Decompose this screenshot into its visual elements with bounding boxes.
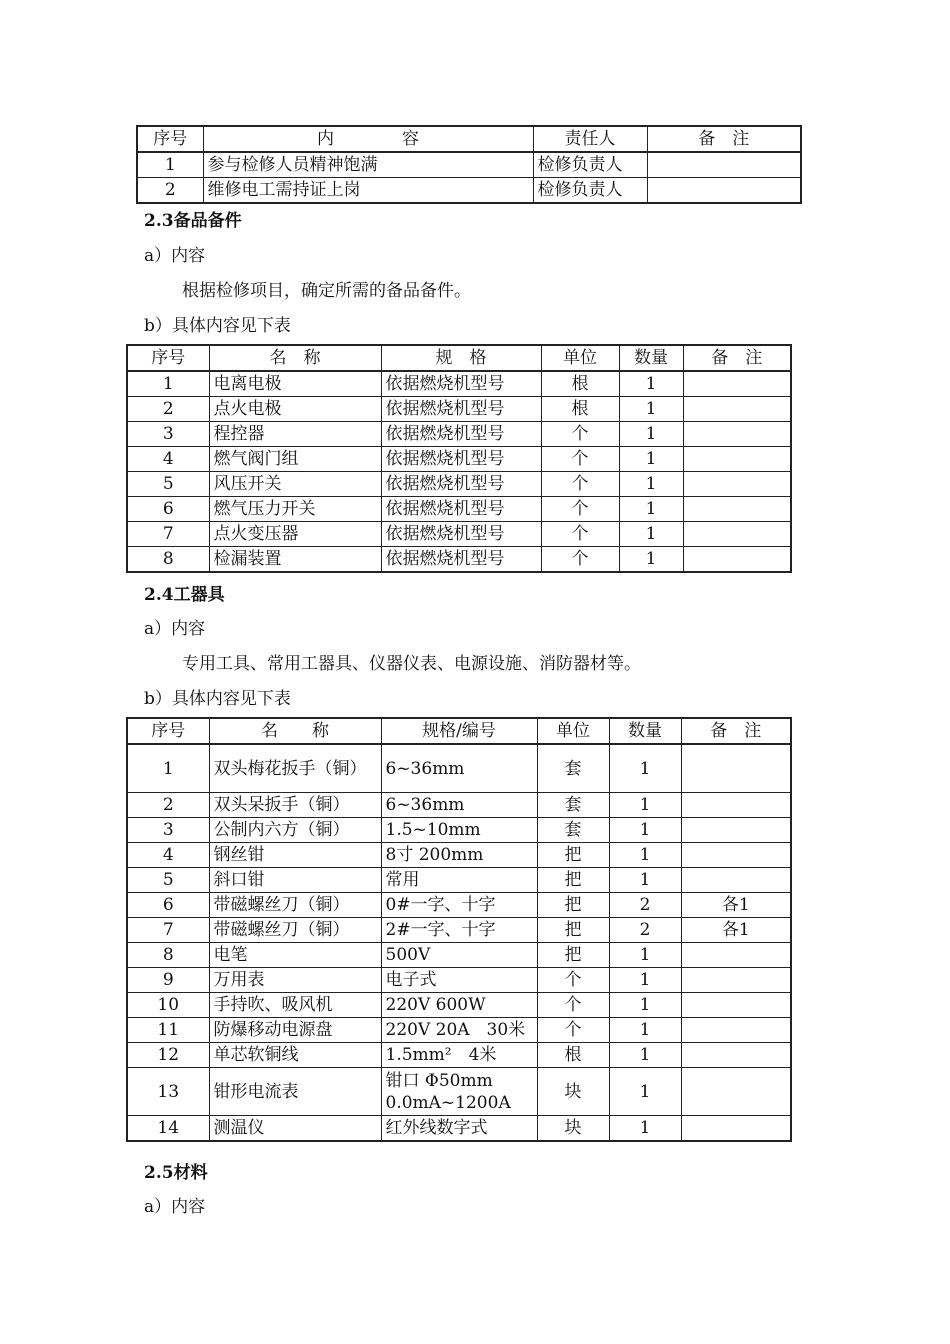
table-cell: 1 [619,522,683,547]
table-cell [647,152,801,178]
table-cell: 手持吹、吸风机 [209,993,381,1018]
table-cell: 12 [127,1043,209,1068]
table-cell: 点火变压器 [209,522,381,547]
table-cell: 防爆移动电源盘 [209,1018,381,1043]
table-cell: 把 [537,943,609,968]
table-cell: 1 [619,422,683,447]
table-row [127,968,791,993]
table-cell: 个 [541,422,619,447]
table-cell: 个 [537,993,609,1018]
table-cell [683,397,791,422]
header-cell: 责任人 [533,126,647,152]
section-heading: 2.3备品备件 [144,211,242,231]
table-cell [683,472,791,497]
table-cell: 4 [127,843,209,868]
header-cell: 规 格 [381,345,541,371]
table-cell: 1 [609,793,681,818]
table-cell: 参与检修人员精神饱满 [203,152,533,178]
section-subheading: b）具体内容见下表 [144,689,291,709]
table-cell: 2 [137,178,203,204]
table-cell: 套 [537,818,609,843]
table-cell: 14 [127,1116,209,1142]
table-row [127,497,791,522]
table-cell: 双头梅花扳手（铜） [209,744,381,793]
table-cell: 个 [541,547,619,573]
paragraph: 根据检修项目，确定所需的备品备件。 [182,281,471,301]
table-row [127,1116,791,1142]
table-cell: 检漏装置 [209,547,381,573]
table-cell: 根 [541,397,619,422]
table-cell [681,1018,791,1043]
table-row [127,472,791,497]
table-row [127,843,791,868]
header-cell: 规格/编号 [381,718,537,744]
table-row [127,447,791,472]
table-cell: 2#一字、十字 [381,918,537,943]
table-cell: 单芯软铜线 [209,1043,381,1068]
table-cell: 依据燃烧机型号 [381,522,541,547]
table-cell: 11 [127,1018,209,1043]
table-row [127,1068,791,1116]
header-cell: 名 称 [209,718,381,744]
table-cell: 3 [127,422,209,447]
table-cell: 1 [619,547,683,573]
table-cell: 7 [127,522,209,547]
table-cell: 5 [127,868,209,893]
table-cell: 500V [381,943,537,968]
header-cell: 序号 [137,126,203,152]
table-cell: 2 [127,793,209,818]
table-row [127,547,791,573]
header-cell: 序号 [127,718,209,744]
table-cell [681,818,791,843]
table-cell: 个 [537,1018,609,1043]
table-cell: 红外线数字式 [381,1116,537,1142]
table-cell: 个 [537,968,609,993]
table-row [127,422,791,447]
table-cell: 1 [137,152,203,178]
table-cell: 依据燃烧机型号 [381,497,541,522]
table-cell: 万用表 [209,968,381,993]
table-cell [681,943,791,968]
table-cell: 6~36mm [381,793,537,818]
table-cell: 电子式 [381,968,537,993]
table-cell: 把 [537,843,609,868]
section-subheading: b）具体内容见下表 [144,316,291,336]
table-row [127,893,791,918]
table-cell [681,868,791,893]
table-cell: 9 [127,968,209,993]
table-cell: 钳形电流表 [209,1068,381,1116]
header-cell: 数量 [619,345,683,371]
table-cell [683,547,791,573]
table-cell: 0#一字、十字 [381,893,537,918]
table-cell: 1 [609,993,681,1018]
table-cell: 7 [127,918,209,943]
table-cell: 个 [541,497,619,522]
table-row [127,744,791,793]
table-cell: 把 [537,868,609,893]
table-cell: 根 [537,1043,609,1068]
table-row [127,1043,791,1068]
table-cell: 风压开关 [209,472,381,497]
table-cell [681,968,791,993]
table-cell: 斜口钳 [209,868,381,893]
table-cell: 各1 [681,893,791,918]
table-cell: 1 [609,1018,681,1043]
table-cell: 燃气压力开关 [209,497,381,522]
table-cell [683,522,791,547]
table-cell: 电离电极 [209,371,381,397]
header-cell: 单位 [537,718,609,744]
table-header-row [127,345,791,371]
table-cell: 1 [609,1116,681,1142]
table-cell: 常用 [381,868,537,893]
table-cell: 块 [537,1068,609,1116]
table-cell: 1 [609,968,681,993]
table-cell: 1 [609,818,681,843]
table-cell: 测温仪 [209,1116,381,1142]
table-cell: 1 [619,371,683,397]
table-row [127,943,791,968]
table-cell: 1 [619,472,683,497]
table-row [127,371,791,397]
header-cell: 内 容 [203,126,533,152]
table-cell: 13 [127,1068,209,1116]
section-subheading: a）内容 [144,1197,206,1217]
header-cell: 数量 [609,718,681,744]
table-cell [683,371,791,397]
responsibility-table [136,125,802,204]
table-cell [681,1043,791,1068]
table-cell: 1 [127,744,209,793]
table-cell: 各1 [681,918,791,943]
table-cell: 1 [609,868,681,893]
table-cell: 8 [127,547,209,573]
table-cell: 8 [127,943,209,968]
table-cell [683,422,791,447]
table-cell: 点火电极 [209,397,381,422]
table-cell: 8寸 200mm [381,843,537,868]
table-row [127,818,791,843]
table-cell: 电笔 [209,943,381,968]
table-cell: 钢丝钳 [209,843,381,868]
table-cell [681,1116,791,1142]
table-cell: 维修电工需持证上岗 [203,178,533,204]
table-cell: 检修负责人 [533,178,647,204]
table-row [127,522,791,547]
paragraph: 专用工具、常用工器具、仪器仪表、电源设施、消防器材等。 [182,654,641,674]
table-cell: 1.5~10mm [381,818,537,843]
table-cell: 1 [619,397,683,422]
table-cell: 程控器 [209,422,381,447]
table-cell [681,744,791,793]
section-heading: 2.5材料 [144,1163,208,1183]
table-cell: 10 [127,993,209,1018]
table-cell: 1 [609,1043,681,1068]
table-cell: 1 [619,447,683,472]
table-cell: 1 [609,1068,681,1116]
table-cell: 依据燃烧机型号 [381,422,541,447]
table-cell [683,497,791,522]
table-cell: 1 [127,371,209,397]
table-cell: 块 [537,1116,609,1142]
table-cell: 个 [541,472,619,497]
table-cell: 依据燃烧机型号 [381,397,541,422]
table-cell: 6 [127,893,209,918]
table-cell: 套 [537,793,609,818]
table-cell [681,843,791,868]
table-cell: 1 [619,497,683,522]
table-header-row [127,718,791,744]
tools-table [126,717,792,1142]
table-cell: 带磁螺丝刀（铜） [209,918,381,943]
table-cell: 钳口 Φ50mm 0.0mA~1200A [381,1068,537,1116]
section-subheading: a）内容 [144,246,206,266]
table-cell: 燃气阀门组 [209,447,381,472]
table-cell: 1 [609,744,681,793]
table-row [137,152,801,178]
table-cell: 个 [541,447,619,472]
table-cell: 个 [541,522,619,547]
table-cell: 2 [609,918,681,943]
section-subheading: a）内容 [144,619,206,639]
table-cell: 检修负责人 [533,152,647,178]
table-cell: 根 [541,371,619,397]
table-cell: 依据燃烧机型号 [381,547,541,573]
table-cell: 2 [609,893,681,918]
table-cell: 220V 600W [381,993,537,1018]
table-cell: 1.5mm² 4米 [381,1043,537,1068]
table-cell [681,1068,791,1116]
table-cell [681,793,791,818]
table-cell: 套 [537,744,609,793]
table-cell: 公制内六方（铜） [209,818,381,843]
table-row [137,178,801,204]
header-cell: 序号 [127,345,209,371]
table-row [127,1018,791,1043]
table-row [127,868,791,893]
table-header-row [137,126,801,152]
table-cell: 依据燃烧机型号 [381,472,541,497]
table-cell: 5 [127,472,209,497]
table-cell [647,178,801,204]
table-cell: 依据燃烧机型号 [381,371,541,397]
spare-parts-table [126,344,792,573]
section-heading: 2.4工器具 [144,585,225,605]
table-cell: 3 [127,818,209,843]
table-row [127,397,791,422]
table-cell: 2 [127,397,209,422]
table-cell: 依据燃烧机型号 [381,447,541,472]
table-cell: 1 [609,843,681,868]
table-cell: 6 [127,497,209,522]
table-cell [683,447,791,472]
table-row [127,993,791,1018]
table-cell: 带磁螺丝刀（铜） [209,893,381,918]
table-cell: 双头呆扳手（铜） [209,793,381,818]
table-cell: 把 [537,918,609,943]
table-row [127,918,791,943]
table-cell: 把 [537,893,609,918]
header-cell: 单位 [541,345,619,371]
table-cell: 4 [127,447,209,472]
table-cell: 6~36mm [381,744,537,793]
header-cell: 备 注 [683,345,791,371]
table-row [127,793,791,818]
header-cell: 名 称 [209,345,381,371]
table-cell [681,993,791,1018]
header-cell: 备 注 [647,126,801,152]
header-cell: 备 注 [681,718,791,744]
table-cell: 220V 20A 30米 [381,1018,537,1043]
table-cell: 1 [609,943,681,968]
